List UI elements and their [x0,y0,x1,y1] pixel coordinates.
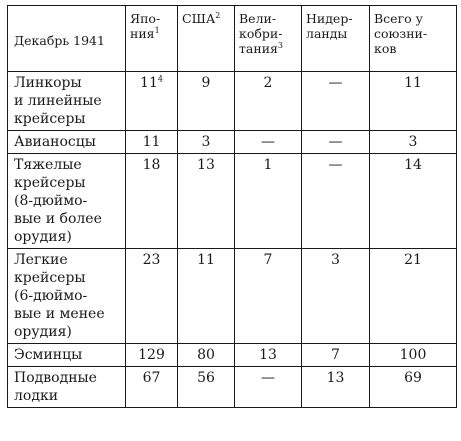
ship-count-value: — [261,370,275,386]
ship-count-value: 3 [331,252,340,268]
ship-class-label [8,131,126,154]
ship-count-value: — [328,75,343,91]
ship-count-value: 3 [408,134,418,150]
table-row [8,367,457,408]
column-header-line: тания [239,41,278,56]
footnote-marker: 3 [277,40,284,50]
table-row [8,72,457,131]
column-header-4 [370,6,457,72]
ship-count-cell [126,249,178,344]
ship-count-value: 56 [197,370,215,386]
ship-count-cell [235,249,302,344]
ship-class-label-line: Линкоры [14,75,82,91]
column-header-line: Вели- [239,11,277,26]
column-header-2 [235,6,302,72]
footnote-marker: 4 [157,74,163,84]
ship-count-value: 18 [142,157,161,173]
ship-count-value: 129 [138,347,165,363]
ship-count-value: — [261,134,275,150]
table-header [8,6,457,72]
ship-count-value: 7 [263,252,273,268]
footnote-marker: 1 [154,25,160,35]
ship-count-cell [370,72,457,131]
ship-count-cell [302,131,370,154]
fleet-comparison-table-wrapper [7,5,457,408]
ship-count-value: 11 [142,134,161,150]
ship-count-value: 9 [201,75,211,91]
ship-count-cell [302,249,370,344]
ship-count-cell [370,154,457,249]
ship-count-value: 100 [399,347,427,363]
ship-class-label-line: крейсеры [14,270,86,286]
ship-count-cell [302,344,370,367]
ship-class-label [8,249,126,344]
ship-class-label-line: крейсеры [14,175,86,191]
ship-count-value: 69 [404,370,422,386]
column-header-line: кобри- [239,26,283,41]
ship-class-label-line: и линейные [14,93,102,109]
ship-count-cell [126,131,178,154]
column-header-line: Япо- [130,11,161,26]
column-header-line: США [182,11,216,26]
ship-class-label-line: орудия) [14,324,72,340]
ship-class-label-line: вые и менее [14,306,105,322]
ship-class-label-line: Подводные [14,370,97,386]
ship-count-cell [126,367,178,408]
ship-class-label-line: Авианосцы [14,134,96,150]
header-row [8,6,457,72]
ship-count-value: 7 [331,347,340,363]
ship-count-cell [370,131,457,154]
column-header-0 [126,6,178,72]
column-header-line: ния [130,26,155,41]
ship-count-value: 11 [140,75,158,91]
ship-count-cell [126,344,178,367]
table-row [8,154,457,249]
ship-count-value: 13 [326,370,345,386]
header-date: Декабрь 1941 [8,6,126,72]
ship-count-cell [235,367,302,408]
ship-count-cell [370,367,457,408]
ship-count-value: 21 [404,252,422,268]
ship-count-value: — [328,134,343,150]
ship-count-cell [370,249,457,344]
ship-count-cell [235,344,302,367]
ship-class-label-line: Эсминцы [14,347,83,363]
ship-class-label-line: орудия) [14,229,72,245]
column-header-line: ланды [306,26,348,41]
ship-count-value: 67 [142,370,161,386]
ship-count-cell [178,344,235,367]
table-body [8,72,457,408]
column-header-line: союзни- [374,26,428,41]
ship-count-cell [178,131,235,154]
column-header-line: Всего у [374,11,423,26]
table-row [8,131,457,154]
ship-class-label-line: Легкие [14,252,68,268]
ship-count-cell [126,72,178,131]
ship-count-value: 2 [263,75,273,91]
ship-class-label-line: крейсеры [14,111,86,127]
ship-class-label-line: Тяжелые [14,157,82,173]
ship-count-cell [370,344,457,367]
ship-count-cell [235,154,302,249]
column-header-1 [178,6,235,72]
footnote-marker: 2 [215,10,221,20]
ship-count-value: 14 [404,157,422,173]
ship-class-label [8,72,126,131]
column-header-3 [302,6,370,72]
ship-count-value: 13 [197,157,215,173]
ship-class-label-line: (8-дюймо- [14,193,88,209]
ship-count-cell [235,72,302,131]
ship-count-cell [302,72,370,131]
ship-class-label [8,154,126,249]
column-header-line: Нидер- [306,11,353,26]
ship-class-label [8,344,126,367]
ship-count-cell [178,72,235,131]
table-row [8,344,457,367]
fleet-comparison-table [7,5,457,408]
ship-count-value: 13 [259,347,277,363]
column-header-line: ков [374,41,397,56]
ship-class-label [8,367,126,408]
ship-count-value: — [328,157,343,173]
ship-count-cell [178,367,235,408]
ship-count-cell [178,154,235,249]
ship-count-value: 80 [197,347,215,363]
ship-class-label-line: лодки [14,388,59,404]
ship-count-value: 1 [263,157,273,173]
ship-class-label-line: вые и более [14,211,102,227]
ship-count-value: 11 [197,252,215,268]
ship-count-value: 3 [201,134,211,150]
ship-count-cell [302,154,370,249]
table-row [8,249,457,344]
ship-count-cell [302,367,370,408]
ship-class-label-line: (6-дюймо- [14,288,88,304]
ship-count-value: 23 [142,252,161,268]
ship-count-cell [126,154,178,249]
ship-count-value: 11 [404,75,422,91]
ship-count-cell [178,249,235,344]
ship-count-cell [235,131,302,154]
